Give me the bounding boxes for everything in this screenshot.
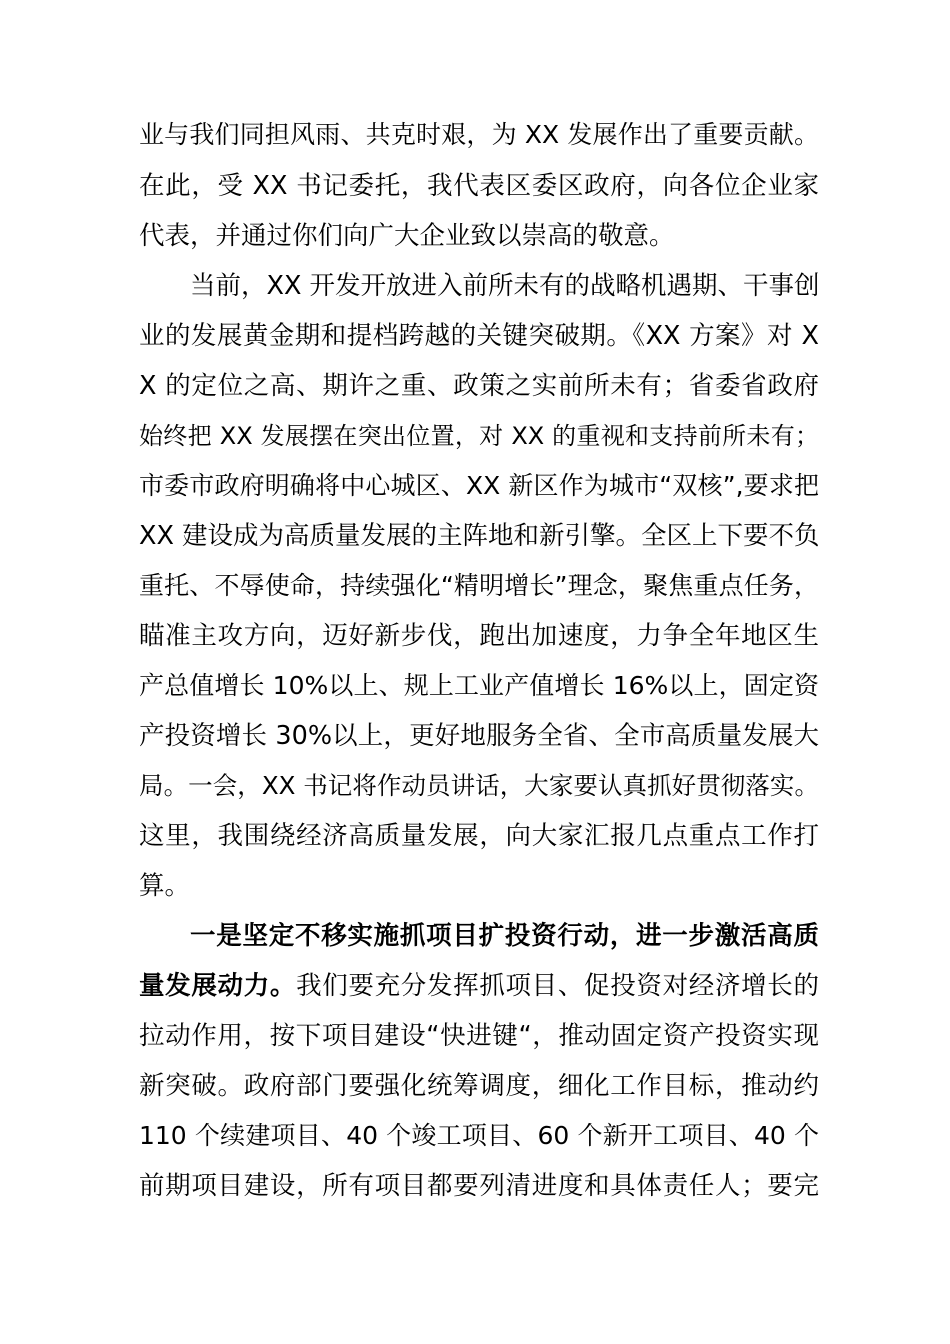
text-line: 重托、不辱使命，持续强化“精明增长”理念，聚焦重点任务， — [139, 571, 819, 600]
text-line: XX 建设成为高质量发展的主阵地和新引擎。全区上下要不负 — [139, 521, 820, 551]
text-run: 我们要充分发挥抓项目、促投资对经济增长的 — [296, 971, 819, 1001]
text-line: 110 个续建项目、40 个竣工项目、60 个新开工项目、40 个 — [139, 1121, 819, 1150]
text-line: X 的定位之高、期许之重、政策之实前所未有；省委省政府 — [139, 371, 819, 401]
text-line: 前期项目建设，所有项目都要列清进度和具体责任人；要完 — [139, 1171, 819, 1201]
text-line: 在此，受 XX 书记委托，我代表区委区政府，向各位企业家 — [139, 171, 819, 201]
text-line: 产总值增长 10%以上、规上工业产值增长 16%以上，固定资 — [139, 671, 819, 700]
text-line: 当前，XX 开发开放进入前所未有的战略机遇期、干事创 — [190, 271, 820, 301]
section-heading-tail: 量发展动力。 — [139, 971, 297, 1001]
text-line: 这里，我围绕经济高质量发展，向大家汇报几点重点工作打 — [139, 821, 819, 851]
text-line: 局。一会，XX 书记将作动员讲话，大家要认真抓好贯彻落实。 — [139, 771, 819, 800]
text-line: 代表，并通过你们向广大企业致以崇高的敬意。 — [139, 221, 675, 251]
text-line: 市委市政府明确将中心城区、XX 新区作为城市“双核”,要求把 — [139, 471, 819, 500]
text-line: 业与我们同担风雨、共克时艰，为 XX 发展作出了重要贡献。 — [139, 120, 819, 149]
text-line: 拉动作用，按下项目建设“快进键“，推动固定资产投资实现 — [139, 1021, 819, 1051]
section-heading-line: 一是坚定不移实施抓项目扩投资行动，进一步激活高质 — [190, 921, 819, 951]
text-line: 瞄准主攻方向，迈好新步伐，跑出加速度，力争全年地区生 — [139, 621, 819, 651]
text-line: 业的发展黄金期和提档跨越的关键突破期。《XX 方案》对 X — [139, 321, 819, 351]
text-line: 新突破。政府部门要强化统筹调度，细化工作目标，推动约 — [139, 1071, 819, 1101]
text-line: 产投资增长 30%以上，更好地服务全省、全市高质量发展大 — [139, 721, 819, 751]
text-line: 始终把 XX 发展摆在突出位置，对 XX 的重视和支持前所未有； — [139, 422, 819, 450]
text-line-mixed — [139, 968, 819, 1004]
text-line: 算。 — [139, 871, 191, 901]
